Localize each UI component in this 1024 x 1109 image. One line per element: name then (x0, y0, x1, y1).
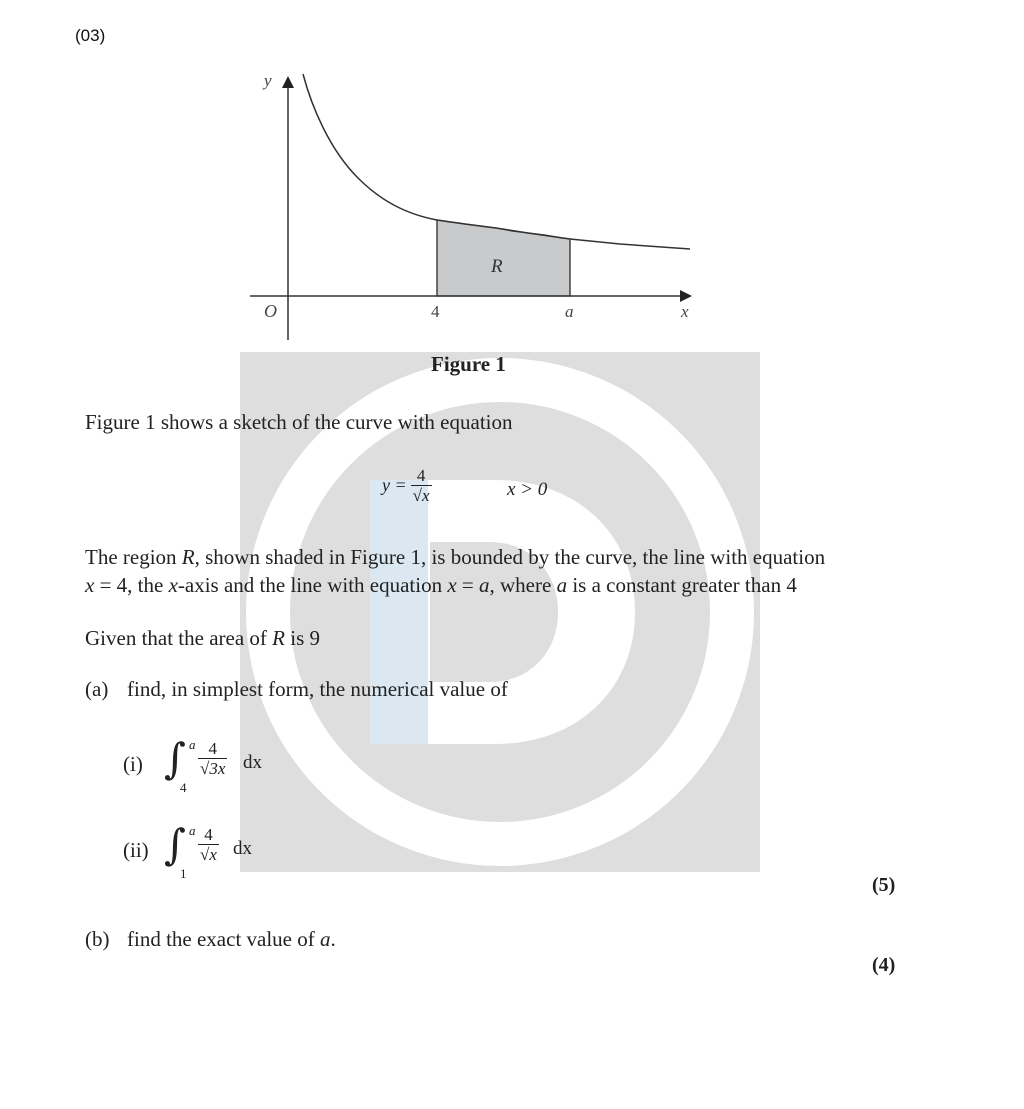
integral-ii-dx: dx (233, 838, 252, 859)
a-symbol: a (479, 573, 490, 597)
equation-fraction (411, 466, 432, 505)
part-b-text (127, 925, 336, 953)
region-label-r: R (491, 256, 503, 277)
integral-sign-i: ∫ (164, 734, 186, 783)
x-axis-label: x (681, 302, 689, 321)
x-symbol: x (85, 573, 95, 597)
x-axis-arrow (680, 290, 692, 302)
text-span: find the exact value of (127, 927, 320, 951)
integral-i-numerator: 4 (208, 739, 217, 758)
integral-i-upper-limit: a (189, 737, 196, 752)
text-span: -axis and the line with equation (177, 573, 448, 597)
part-b-label: (b) (85, 927, 110, 951)
equation-lhs: y = (382, 475, 407, 495)
figure-1-graph (240, 60, 710, 345)
text-span: = 4, the (94, 573, 169, 597)
integral-ii-radicand: x (209, 845, 217, 864)
text-span: , where (489, 573, 557, 597)
a-symbol: a (556, 573, 568, 597)
integral-i-integrand (198, 739, 227, 778)
question-number: (03) (75, 26, 106, 45)
a-symbol: a (320, 927, 331, 951)
part-b-marks: (4) (872, 954, 896, 976)
integral-i-denominator: √3x (200, 759, 226, 778)
integral-ii-numerator: 4 (204, 825, 213, 844)
text-span: is 9 (285, 626, 321, 650)
equation-denominator: √x (412, 486, 430, 505)
curve-equation (382, 466, 432, 505)
integral-ii-lower-limit: 1 (180, 866, 187, 881)
text-span: . (330, 927, 336, 951)
integral-ii-upper-limit: a (189, 823, 196, 838)
region-description (85, 543, 925, 599)
integral-i-radicand: 3x (209, 759, 226, 778)
text-span: is a constant greater than 4 (567, 573, 797, 597)
y-axis-arrow (282, 76, 294, 88)
integral-ii-fraction (198, 825, 219, 864)
text-span: Given that the area of (85, 626, 273, 650)
figure-caption: Figure 1 (431, 352, 506, 376)
part-a-marks: (5) (872, 874, 896, 896)
x-symbol: x (168, 573, 178, 597)
integral-i-fraction (198, 739, 227, 778)
x-symbol: x (447, 573, 457, 597)
integral-ii-denominator: √x (200, 845, 217, 864)
text-span: , shown shaded in Figure 1, is bounded by the curve, the line with equation (194, 545, 826, 569)
equation-numerator: 4 (416, 466, 426, 485)
origin-label: O (264, 301, 277, 321)
integral-i-lower-limit: 4 (180, 780, 187, 795)
region-description-line-2 (85, 571, 925, 599)
region-symbol: R (272, 626, 285, 650)
part-a-text: find, in simplest form, the numerical value of (127, 677, 508, 701)
region-description-line-1 (85, 543, 925, 571)
x-tick-label-a: a (565, 302, 574, 321)
integral-sign-ii: ∫ (164, 820, 186, 869)
equation-radicand: x (421, 486, 430, 505)
integral-i-dx: dx (243, 752, 262, 773)
part-a-ii-label: (ii) (123, 838, 149, 862)
x-tick-label-4: 4 (431, 302, 440, 321)
watermark-blue-bar (370, 480, 428, 744)
text-span: = (456, 573, 480, 597)
part-a-label: (a) (85, 677, 109, 701)
part-a-i-label: (i) (123, 752, 143, 776)
given-text (85, 624, 320, 652)
integral-ii-integrand (198, 825, 219, 864)
curve-y-equals-4-over-root-x (303, 74, 690, 249)
intro-text: Figure 1 shows a sketch of the curve with equation (85, 410, 513, 434)
equation-condition: x > 0 (507, 479, 548, 500)
region-symbol: R (181, 545, 195, 569)
text-span: The region (85, 545, 182, 569)
y-axis-label: y (264, 71, 272, 90)
region-r-shading (437, 220, 570, 296)
